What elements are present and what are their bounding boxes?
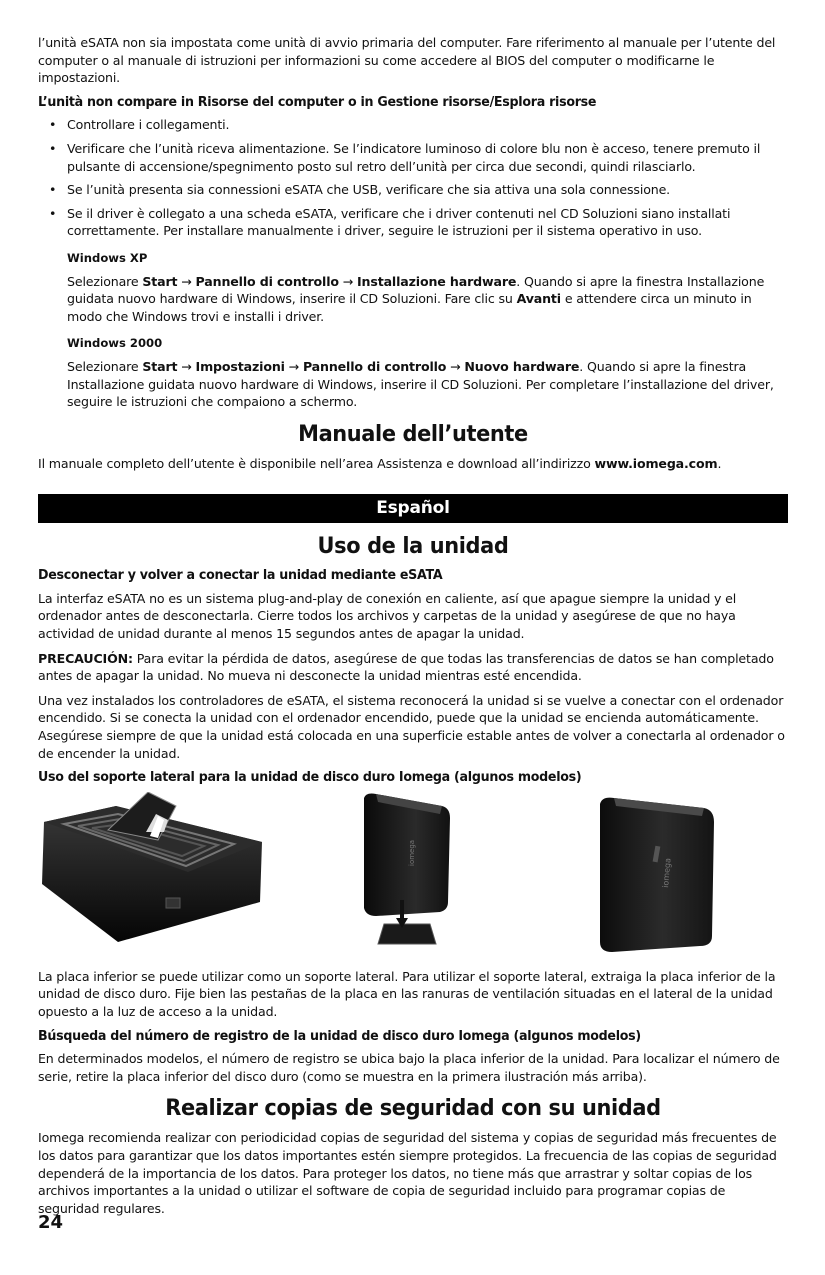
drive-illustrations [38,792,788,960]
windows-xp-paragraph: Selezionare Start → Pannello di controllo → Installazione hardware. Quando si apre la finestra Installazione guidata nuovo hardware di Windows, inserire il CD Soluzioni. Fare clic su Avanti e attendere circa un minuto in modo che Windows trovi e installi i driver. [67,273,765,324]
drive-upright-illustration [596,792,716,960]
drive-logo-vertical-2: iomega [661,857,673,888]
es-esata-heading: Desconectar y volver a conectar la unidad mediante eSATA [38,567,443,584]
language-bar-espanol: Español [38,494,788,523]
es-serial-heading: Búsqueda del número de registro de la unidad de disco duro Iomega (algunos modelos) [38,1027,641,1044]
list-item: • Se l’unità presenta sia connessioni eSATA che USB, verificare che sia attiva una sola connessione. [49,182,671,198]
es-use-title: Uso de la unidad [317,534,509,560]
drive-stand-attach-illustration [356,792,452,960]
windows-2000-title: Windows 2000 [67,336,163,351]
es-reconnect-paragraph: Una vez instalados los controladores de eSATA, el sistema reconocerá la unidad si se vuelve a conectar con el ordenador encendido. Si se conecta la unidad con el ordenador encendido, puede que la unidad se encienda automáticamente. Asegúrese siempre de que la unidad está colocada en una superficie estable antes de volver a conectarla al ordenador o de encender la unidad. [38,692,785,761]
it-manual-title: Manuale dell’utente [298,421,528,447]
es-backup-paragraph: Iomega recomienda realizar con periodicidad copias de seguridad del sistema y copias de seguridad más frecuentes de los datos para garantizar que los datos importantes estén siempre protegidos. La frecuencia de las copias de seguridad dependerá de la importancia de los datos. Para proteger los datos, no tiene más que arrastrar y soltar copias de los archivos importantes a la unidad o utilizar el software de copia de seguridad incluido para programar copias de seguridad regulares. [38,1130,777,1216]
es-backup-title: Realizar copias de seguridad con su unidad [165,1096,661,1122]
list-item: • Verificare che l’unità riceva alimentazione. Se l’indicatore luminoso di colore blu non è acceso, tenere premuto il pulsante di accensione/spegnimento posto sul retro dell’unità per circa due secondi, quindi rilasciarlo. [49,140,761,174]
es-caution-paragraph: PRECAUCIÓN: Para evitar la pérdida de datos, asegúrese de que todas las transferencias de datos se han completado antes de apagar la unidad. No mueva ni desconecte la unidad mientras esté encendida. [38,650,774,684]
iomega-link[interactable]: www.iomega.com [594,455,718,471]
es-stand-paragraph: La placa inferior se puede utilizar como un soporte lateral. Para utilizar el soporte lateral, extraiga la placa inferior de la unidad de disco duro. Fije bien las pestañas de la placa en las ranuras de ventilación situadas en el lateral de la unidad opuesto a la luz de acceso a la unidad. [38,968,776,1019]
it-trouble-heading: L’unità non compare in Risorse del computer o in Gestione risorse/Esplora risorse [38,93,597,110]
windows-2000-paragraph: Selezionare Start → Impostazioni → Pannello di controllo → Nuovo hardware. Quando si apre la finestra Installazione guidata nuovo hardware di Windows, inserire il CD Soluzioni. Per completare l’installazione del driver, seguire le istruzioni che compaiono a schermo. [67,358,774,410]
document-page [38,34,788,1224]
es-esata-paragraph: La interfaz eSATA no es un sistema plug-and-play de conexión en caliente, así que apague siempre la unidad y el ordenador antes de desconectarla. Cierre todos los archivos y carpetas de la unidad y asegúrese de que no haya actividad de unidad durante al menos 15 segundos antes de apagar la unidad. [38,590,737,642]
it-trouble-list [38,116,788,240]
es-serial-paragraph: En determinados modelos, el número de registro se ubica bajo la placa inferior de la unidad. Para localizar el número de serie, retire la placa inferior del disco duro (como se muestra en la primera ilustración más arriba). [38,1051,780,1084]
es-stand-heading: Uso del soporte lateral para la unidad de disco duro Iomega (algunos modelos) [38,769,582,786]
intro-paragraph: l’unità eSATA non sia impostata come unità di avvio primaria del computer. Fare riferimento al manuale per l’utente del computer o al manuale di istruzioni per informazioni su come accedere al BIOS del computer o modificarne le impostazioni. [38,35,776,86]
drive-flat-illustration [38,792,266,960]
list-item: • Controllare i collegamenti. [49,117,230,133]
it-manual-paragraph: Il manuale completo dell’utente è disponibile nell’area Assistenza e download all’indirizzo www.iomega.com. [38,455,722,471]
page-number: 24 [38,1212,64,1233]
list-item: • Se il driver è collegato a una scheda eSATA, verificare che i driver contenuti nel CD Soluzioni siano installati correttamente. Per installare manualmente i driver, seguire le istruzioni per il sistema operativo in uso. [49,205,731,239]
drive-logo-vertical: iomega [408,839,416,866]
windows-xp-title: Windows XP [67,250,148,265]
